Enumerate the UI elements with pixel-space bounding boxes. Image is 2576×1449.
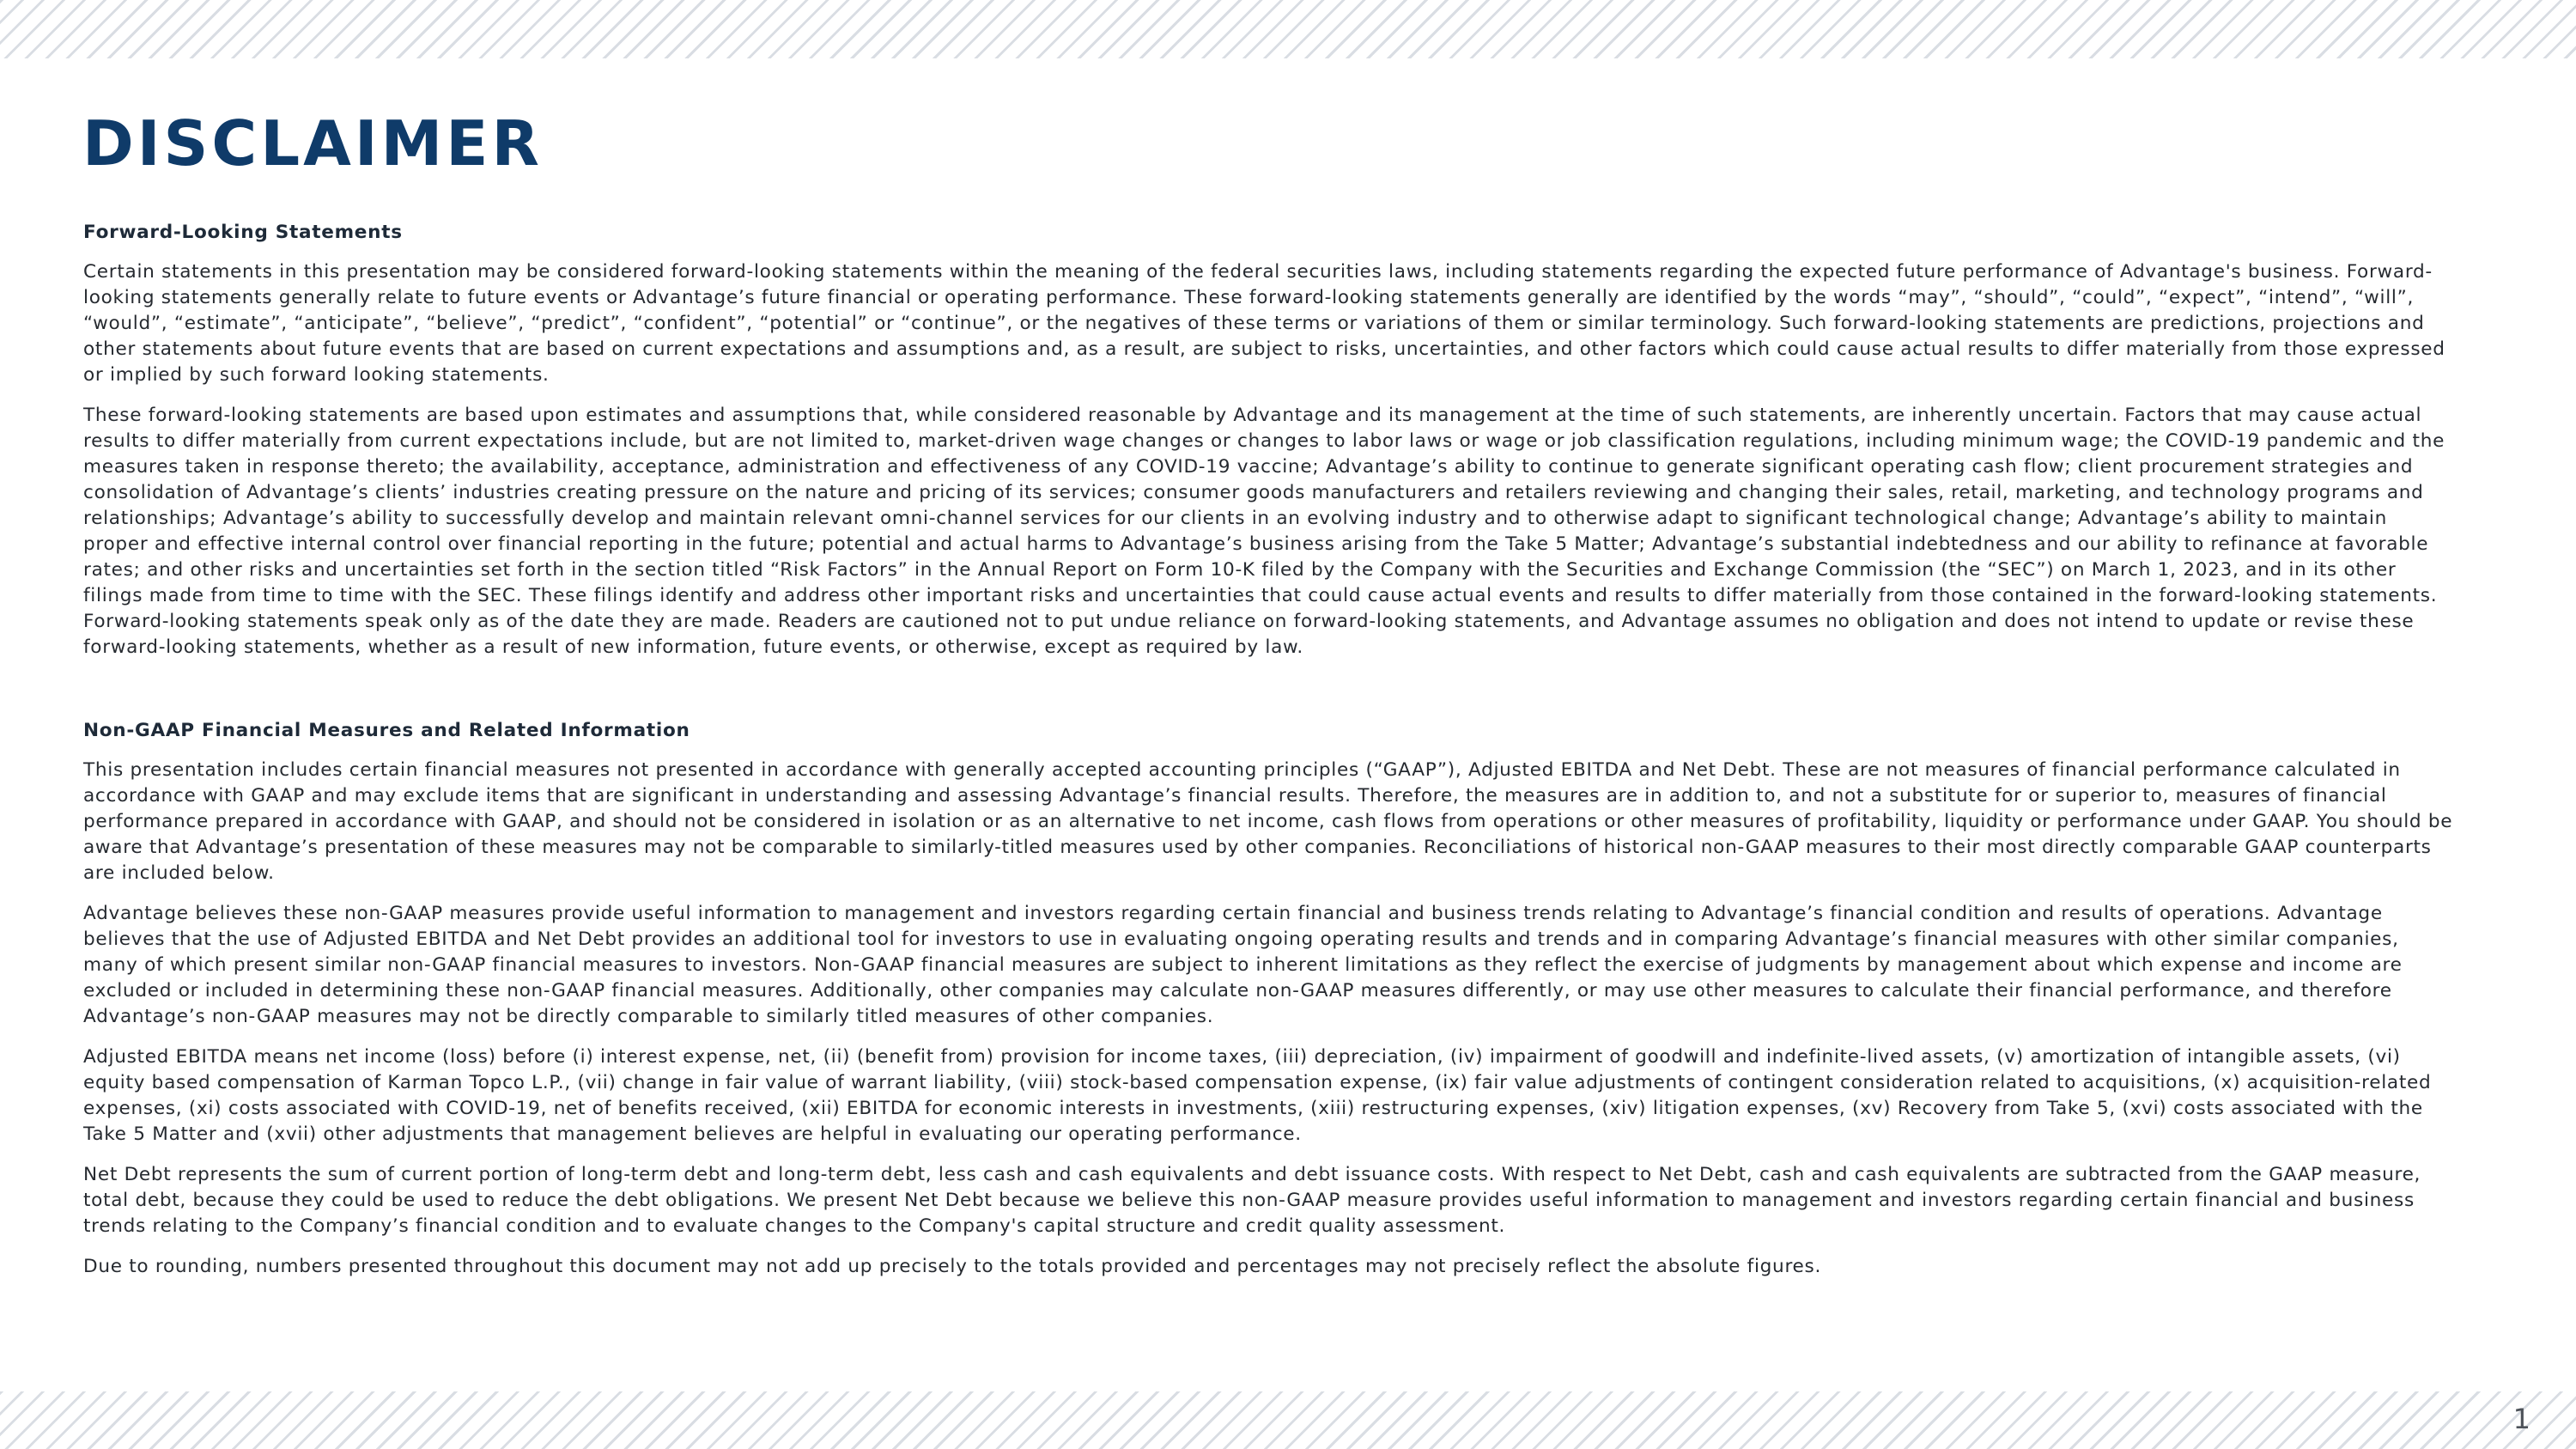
page-number: 1 — [2512, 1403, 2530, 1435]
non-gaap-paragraph-2: Advantage believes these non-GAAP measures provide useful information to management and investors regarding certain financial and business trends relating to Advantage’s financial condition and results of operations. Advantage believes that the use of Adjusted EBITDA and Net Debt provides an additional tool for investors to use in evaluating ongoing operating results and trends and in comparing Advantage’s financial measures with other similar companies, many of which present similar non-GAAP financial measures to investors. Non-GAAP financial measures are subject to inherent limitations as they reflect the exercise of judgments by management about which expense and income are excluded or included in determining these non-GAAP financial measures. Additionally, other companies may calculate non-GAAP measures differently, or may use other measures to calculate their financial performance, and therefore Advantage’s non-GAAP measures may not be directly comparable to similarly titled measures of other companies. — [83, 903, 2403, 1027]
page-title: DISCLAIMER — [82, 107, 543, 180]
bottom-stripe-band — [0, 1391, 2576, 1449]
forward-looking-paragraph-1: Certain statements in this presentation may be considered forward-looking statements within the meaning of the federal securities laws, including statements regarding the expected future performance of Advantage's business. Forward-looking statements generally relate to future events or Advantage’s future financial or operating performance. These forward-looking statements generally are identified by the words “may”, “should”, “could”, “expect”, “intend”, “will”, “would”, “estimate”, “anticipate”, “believe”, “predict”, “confident”, “potential” or “continue”, or the negatives of these terms or variations of them or similar terminology. Such forward-looking statements are predictions, projections and other statements about future events that are based on current expectations and assumptions and, as a result, are subject to risks, uncertainties, and other factors which could cause actual results to differ materially from those expressed or implied by such forward looking statements. — [83, 261, 2445, 386]
section-heading-forward-looking: Forward-Looking Statements — [83, 222, 403, 243]
non-gaap-section — [83, 718, 2453, 1280]
non-gaap-paragraph-1: This presentation includes certain financial measures not presented in accordance with generally accepted accounting principles (“GAAP”), Adjusted EBITDA and Net Debt. These are not measures of financial performance calculated in accordance with GAAP and may exclude items that are significant in understanding and assessing Advantage’s financial results. Therefore, the measures are in addition to, and not a substitute for or superior to, measures of financial performance prepared in accordance with GAAP, and should not be considered in isolation or as an alternative to net income, cash flows from operations or other measures of profitability, liquidity or performance under GAAP. You should be aware that Advantage’s presentation of these measures may not be comparable to similarly-titled measures used by other companies. Reconciliations of historical non-GAAP measures to their most directly comparable GAAP counterparts are included below. — [83, 759, 2453, 884]
section-spacer — [83, 675, 2453, 718]
forward-looking-section — [83, 220, 2453, 661]
section-heading-non-gaap: Non-GAAP Financial Measures and Related Information — [83, 720, 690, 741]
rounding-paragraph: Due to rounding, numbers presented throughout this document may not add up precisely to the totals provided and percentages may not precisely reflect the absolute figures. — [83, 1256, 1822, 1277]
adjusted-ebitda-paragraph: Adjusted EBITDA means net income (loss) before (i) interest expense, net, (ii) (benefit from) provision for income taxes, (iii) depreciation, (iv) impairment of goodwill and indefinite-lived assets, (v) amortization of intangible assets, (vi) equity based compensation of Karman Topco L.P., (vii) change in fair value of warrant liability, (viii) stock-based compensation expense, (ix) fair value adjustments of contingent consideration related to acquisitions, (x) acquisition-related expenses, (xi) costs associated with COVID-19, net of benefits received, (xii) EBITDA for economic interests in investments, (xiii) restructuring expenses, (xiv) litigation expenses, (xv) Recovery from Take 5, (xvi) costs associated with the Take 5 Matter and (xvii) other adjustments that management believes are helpful in evaluating our operating performance. — [83, 1046, 2432, 1145]
disclaimer-body — [83, 220, 2453, 1294]
net-debt-paragraph: Net Debt represents the sum of current portion of long-term debt and long-term debt, less cash and cash equivalents and debt issuance costs. With respect to Net Debt, cash and cash equivalents are subtracted from the GAAP measure, total debt, because they could be used to reduce the debt obligations. We present Net Debt because we believe this non-GAAP measure provides useful information to management and investors regarding certain financial and business trends relating to the Company’s financial condition and to evaluate changes to the Company's capital structure and credit quality assessment. — [83, 1164, 2421, 1237]
top-stripe-band — [0, 0, 2576, 58]
forward-looking-paragraph-2: These forward-looking statements are based upon estimates and assumptions that, while considered reasonable by Advantage and its management at the time of such statements, are inherently uncertain. Factors that may cause actual results to differ materially from current expectations include, but are not limited to, market-driven wage changes or changes to labor laws or wage or job classification regulations, including minimum wage; the COVID-19 pandemic and the measures taken in response thereto; the availability, acceptance, administration and effectiveness of any COVID-19 vaccine; Advantage’s ability to continue to generate significant operating cash flow; client procurement strategies and consolidation of Advantage’s clients’ industries creating pressure on the nature and pricing of its services; consumer goods manufacturers and retailers reviewing and changing their sales, retail, marketing, and technology programs and relationships; Advantage’s ability to successfully develop and maintain relevant omni-channel services for our clients in an evolving industry and to otherwise adapt to significant technological change; Advantage’s ability to maintain proper and effective internal control over financial reporting in the future; potential and actual harms to Advantage’s business arising from the Take 5 Matter; Advantage’s substantial indebtedness and our ability to refinance at favorable rates; and other risks and uncertainties set forth in the section titled “Risk Factors” in the Annual Report on Form 10-K filed by the Company with the Securities and Exchange Commission (the “SEC”) on March 1, 2023, and in its other filings made from time to time with the SEC. These filings identify and address other important risks and uncertainties that could cause actual events and results to differ materially from those contained in the forward-looking statements. Forward-looking statements speak only as of the date they are made. Readers are cautioned not to put undue reliance on forward-looking statements, and Advantage assumes no obligation and does not intend to update or revise these forward-looking statements, whether as a result of new information, future events, or otherwise, except as required by law. — [83, 405, 2445, 658]
